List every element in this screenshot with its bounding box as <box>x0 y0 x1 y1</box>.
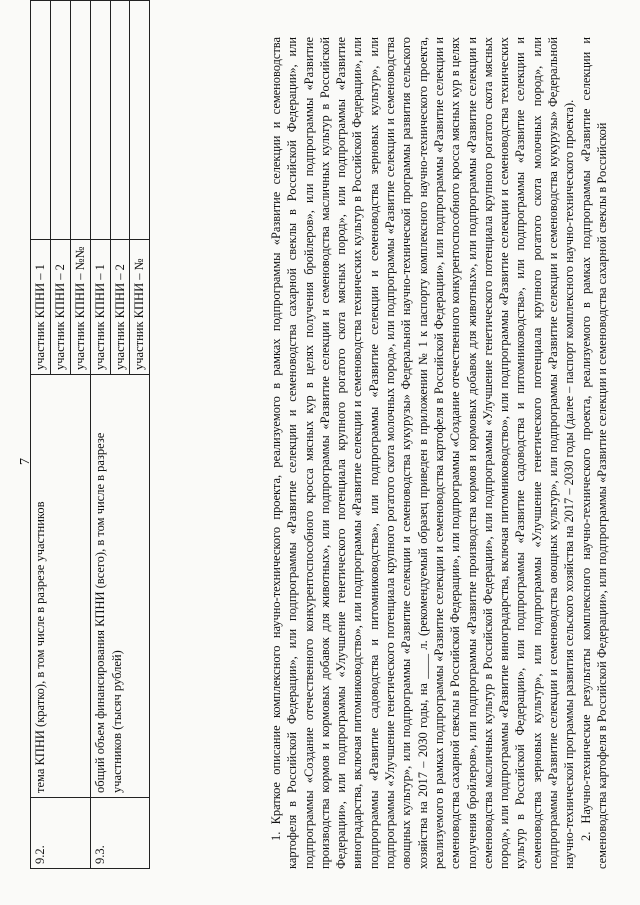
participant-cell: участник КПНИ – №№ <box>70 240 90 375</box>
value-cell <box>50 1 70 240</box>
paragraph: 2. Научно-технические результаты комплексного научно-технического проекта, реализуемого в рамках подпрограммы «Развитие селекции и семеноводства картофеля в Российской Федерации», или подпрограммы «Развитие селекции и семеноводства сахарной свеклы в Российской <box>578 37 609 869</box>
participant-cell: участник КПНИ – № <box>130 240 150 375</box>
paragraph: 1. Краткое описание комплексного научно-технического проекта, реализуемого в рамках подпрограммы «Развитие селекции и семеноводства картофеля в Российской Федерации», или подпрограммы «Развитие селекции и семеноводства сахарной свеклы в Российской Федерации», или подпрограммы «Создание отечественного конкурентоспособного кросса мясных кур в целях получения бройлеров», или подпрограммы «Развитие производства кормов и кормовых добавок для животных», или подпрограммы «Развитие селекции и семеноводства масличных культур в Российской Федерации», или подпрограммы «Улучшение генетического потенциала крупного рогатого скота мясных пород», или подпрограммы «Развитие виноградарства, включая питомниководство», или подпрограммы «Развитие селекции и семеноводства технических культур в Российской Федерации», или подпрограммы «Развитие садоводства и питомниководства», или подпрограммы «Развитие селекции и семеноводства зерновых культур», или подпрограммы «Улучшение генетического потенциала крупного рогатого скота молочных пород», или подпрограммы «Развитие селекции и семеноводства овощных культур», или подпрограммы «Развитие селекции и семеноводства кукурузы» Федеральной научно-технической программы развития сельского хозяйства на 2017 – 2030 годы, на ____ л. (рекомендуемый образец приведен в приложении № 1 к паспорту комплексного научно-технического проекта, реализуемого в рамках подпрограммы «Развитие селекции и семеноводства картофеля в Российской Федерации», или подпрограммы «Развитие селекции и семеноводства сахарной свеклы в Российской Федерации», или подпрограммы «Создание отечественного конкурентоспособного кросса мясных кур в целях получения бройлеров», или подпрограммы «Развитие производства кормов и кормовых добавок для животных», или подпрограммы «Развитие селекции и семеноводства масличных культур в Российской Федерации», или подпрограммы «Улучшение генетического потенциала крупного рогатого скота мясных пород», или подпрограммы «Развитие виноградарства, включая питомниководство», или подпрограммы «Развитие селекции и семеноводства технических культур в Российской Федерации», или подпрограммы «Развитие садоводства и питомниководства», или подпрограммы «Развитие селекции и семеноводства зерновых культур», или подпрограммы «Улучшение генетического потенциала крупного рогатого скота молочных пород», или подпрограммы «Развитие селекции и семеноводства овощных культур», или подпрограммы «Развитие селекции и семеноводства кукурузы» Федеральной научно-технической программы развития сельского хозяйства на 2017 – 2030 годы (далее – паспорт комплексного научно-технического проекта). <box>269 37 577 869</box>
value-cell <box>31 1 51 240</box>
participant-cell: участник КПНИ – 2 <box>50 240 70 375</box>
value-cell <box>110 1 130 240</box>
value-cell <box>130 1 150 240</box>
page-number: 7 <box>18 458 33 465</box>
row-description: общий объем финансирования КПНИ (всего), в том числе в разрезе участников (тысяч рублей) <box>90 375 150 798</box>
kpni-table <box>30 0 150 869</box>
row-number: 9.2. <box>31 798 91 869</box>
row-description: тема КПНИ (кратко), в том числе в разрезе участников <box>31 375 91 798</box>
body-text <box>268 37 610 869</box>
participant-cell: участник КПНИ – 1 <box>90 240 110 375</box>
value-cell <box>70 1 90 240</box>
value-cell <box>90 1 110 240</box>
participant-cell: участник КПНИ – 2 <box>110 240 130 375</box>
row-number: 9.3. <box>90 798 150 869</box>
table-row <box>31 1 51 869</box>
table-row <box>90 1 110 869</box>
participant-cell: участник КПНИ – 1 <box>31 240 51 375</box>
